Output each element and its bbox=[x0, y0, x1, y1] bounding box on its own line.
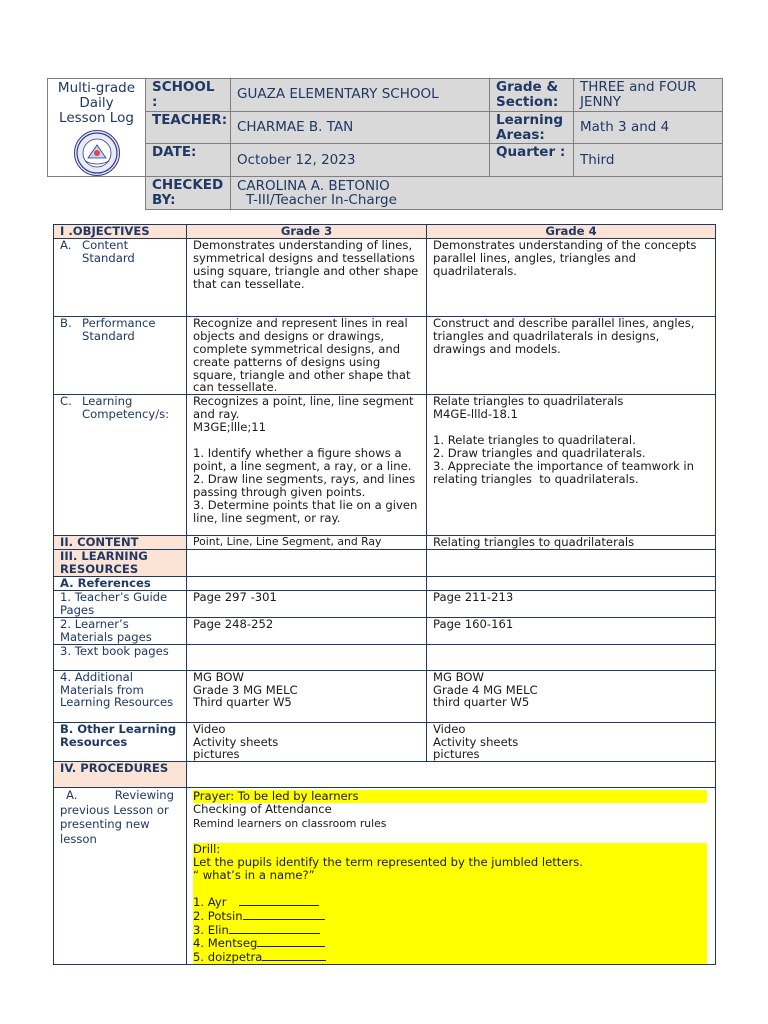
grade4-cell: MG BOW Grade 4 MG MELC third quarter W5 bbox=[433, 669, 538, 710]
learning-resources-label: III. LEARNING RESOURCES bbox=[54, 550, 187, 577]
table-row bbox=[54, 762, 716, 788]
objective-label-cell bbox=[54, 238, 187, 316]
table-row bbox=[54, 536, 716, 550]
drill-item: 3. Elin bbox=[193, 923, 707, 937]
grade3-header: Grade 3 bbox=[187, 225, 427, 239]
references-label: A. References bbox=[54, 577, 187, 591]
drill-instruction: Let the pupils identify the term represented by the jumbled letters. bbox=[193, 854, 583, 869]
grade4-cell: Relate triangles to quadrilaterals M4GE-llld-18.1 1. Relate triangles to quadrilateral. 2. Draw triangles and quadrilaterals. 3. Appreciate the importance of teamwork in relating triangles to quadrilaterals. bbox=[433, 394, 694, 486]
checked-by-value bbox=[231, 177, 723, 210]
grade3-cell: Point, Line, Line Segment, and Ray bbox=[187, 536, 427, 550]
grade4-cell: Demonstrates understanding of the concepts parallel lines, angles, triangles and quadrilaterals. bbox=[427, 238, 716, 316]
checked-by-name: CAROLINA A. BETONIO bbox=[237, 178, 390, 194]
grade3-cell bbox=[187, 577, 427, 591]
grade4-cell: Relating triangles to quadrilaterals bbox=[427, 536, 716, 550]
checked-by-label: CHECKED BY: bbox=[146, 177, 231, 210]
table-row bbox=[54, 395, 716, 536]
grade3-cell: MG BOW Grade 3 MG MELC Third quarter W5 bbox=[193, 669, 298, 710]
grade4-header: Grade 4 bbox=[427, 225, 716, 239]
objective-label: Learning Competency/s: bbox=[82, 394, 170, 422]
grade4-cell: Construct and describe parallel lines, angles, triangles and quadrilaterals in designs, drawings and models. bbox=[427, 316, 716, 394]
table-row bbox=[54, 722, 716, 762]
date-label: DATE: bbox=[146, 144, 231, 177]
grade3-cell: Page 248-252 bbox=[187, 617, 427, 644]
grade3-cell bbox=[187, 550, 427, 577]
procedures-blank bbox=[187, 762, 716, 788]
table-row bbox=[54, 590, 716, 617]
grade3-cell bbox=[187, 644, 427, 670]
header-info-table bbox=[47, 78, 723, 210]
drill-item: 1. Ayr bbox=[193, 895, 707, 909]
date-value: October 12, 2023 bbox=[231, 144, 490, 177]
log-title-line: Multi-grade bbox=[57, 80, 136, 96]
procedure-label-rest: previous Lesson or presenting new lesson bbox=[60, 802, 169, 846]
drill-item: 5. doizpetra bbox=[193, 950, 707, 964]
grade3-cell: Recognize and represent lines in real objects and designs or drawings, complete symmetrical designs, and create patterns of designs using square, triangle and other shape that can tessellate. bbox=[187, 316, 427, 394]
table-row bbox=[54, 577, 716, 591]
table-row bbox=[54, 238, 716, 316]
procedures-label: IV. PROCEDURES bbox=[54, 762, 187, 788]
reference-label: 4. Additional Materials from Learning Resources bbox=[54, 670, 187, 722]
drill-title: Drill: bbox=[193, 842, 221, 857]
deped-seal-icon bbox=[74, 130, 120, 176]
learning-areas-label: Learning Areas: bbox=[490, 111, 574, 144]
objective-marker: B. bbox=[60, 315, 72, 330]
grade3-cell: Page 297 -301 bbox=[187, 590, 427, 617]
empty-cell bbox=[48, 177, 146, 210]
reference-label: 1. Teacher’s Guide Pages bbox=[54, 590, 187, 617]
table-row bbox=[54, 670, 716, 722]
table-row bbox=[54, 617, 716, 644]
grade4-cell bbox=[427, 644, 716, 670]
objectives-header: I .OBJECTIVES bbox=[54, 225, 187, 239]
objective-marker: C. bbox=[60, 394, 72, 409]
drill-item: 2. Potsin bbox=[193, 909, 707, 923]
checked-by-title: T-III/Teacher In-Charge bbox=[246, 192, 397, 208]
reference-label: 3. Text book pages bbox=[54, 644, 187, 670]
reference-label: 2. Learner’s Materials pages bbox=[54, 617, 187, 644]
drill-item: 4. Mentseg bbox=[193, 936, 707, 950]
table-row bbox=[54, 550, 716, 577]
procedure-label-cell bbox=[54, 788, 187, 965]
table-row bbox=[54, 644, 716, 670]
school-value: GUAZA ELEMENTARY SCHOOL bbox=[231, 79, 490, 112]
grade3-cell: Video Activity sheets pictures bbox=[193, 721, 279, 762]
grade4-cell: Page 160-161 bbox=[427, 617, 716, 644]
table-row bbox=[54, 788, 716, 965]
grade-section-value: THREE and FOUR JENNY bbox=[574, 79, 723, 112]
rules-line: Remind learners on classroom rules bbox=[193, 817, 387, 831]
learning-areas-value: Math 3 and 4 bbox=[574, 111, 723, 144]
grade4-cell bbox=[427, 550, 716, 577]
lesson-table bbox=[53, 224, 716, 965]
quarter-value: Third bbox=[574, 144, 723, 177]
drill-theme: “ what’s in a name?” bbox=[193, 867, 315, 882]
table-row bbox=[54, 316, 716, 394]
teacher-label: TEACHER: bbox=[146, 111, 231, 144]
other-resources-label: B. Other Learning Resources bbox=[54, 722, 187, 762]
teacher-value: CHARMAE B. TAN bbox=[231, 111, 490, 144]
objective-label: Content Standard bbox=[82, 237, 135, 265]
grade3-cell: Recognizes a point, line, line segment and ray. M3GE;llle;11 1. Identify whether a figure shows a point, a line segment, a ray, or a line. 2. Draw line segments, rays, and lines passing through given points. 3. Determine points that lie on a given line, line segment, or ray. bbox=[193, 394, 418, 525]
school-label: SCHOOL : bbox=[146, 79, 231, 112]
grade3-cell: Demonstrates understanding of lines, symmetrical designs and tessellations using square, triangle and other shape that can tessellate. bbox=[187, 238, 427, 316]
log-title-line: Daily bbox=[79, 95, 114, 111]
quarter-label: Quarter : bbox=[490, 144, 574, 177]
procedure-label-first: Reviewing bbox=[114, 788, 174, 803]
procedure-content-cell bbox=[187, 788, 716, 965]
procedure-marker: A. bbox=[66, 788, 78, 803]
objective-marker: A. bbox=[60, 237, 72, 252]
table-header-row bbox=[54, 225, 716, 239]
objective-label-cell bbox=[54, 316, 187, 394]
prayer-line: Prayer: To be led by learners bbox=[193, 790, 707, 803]
log-title-cell bbox=[48, 79, 146, 177]
log-title-line: Lesson Log bbox=[59, 110, 134, 126]
grade4-cell: Video Activity sheets pictures bbox=[433, 721, 519, 762]
content-label: II. CONTENT bbox=[54, 536, 187, 550]
objective-label-cell bbox=[54, 395, 187, 536]
grade-section-label: Grade & Section: bbox=[490, 79, 574, 112]
drill-block bbox=[193, 843, 707, 964]
grade4-cell: Page 211-213 bbox=[427, 590, 716, 617]
grade4-cell bbox=[427, 577, 716, 591]
objective-label: Performance Standard bbox=[82, 315, 156, 343]
attendance-line: Checking of Attendance bbox=[193, 802, 332, 817]
